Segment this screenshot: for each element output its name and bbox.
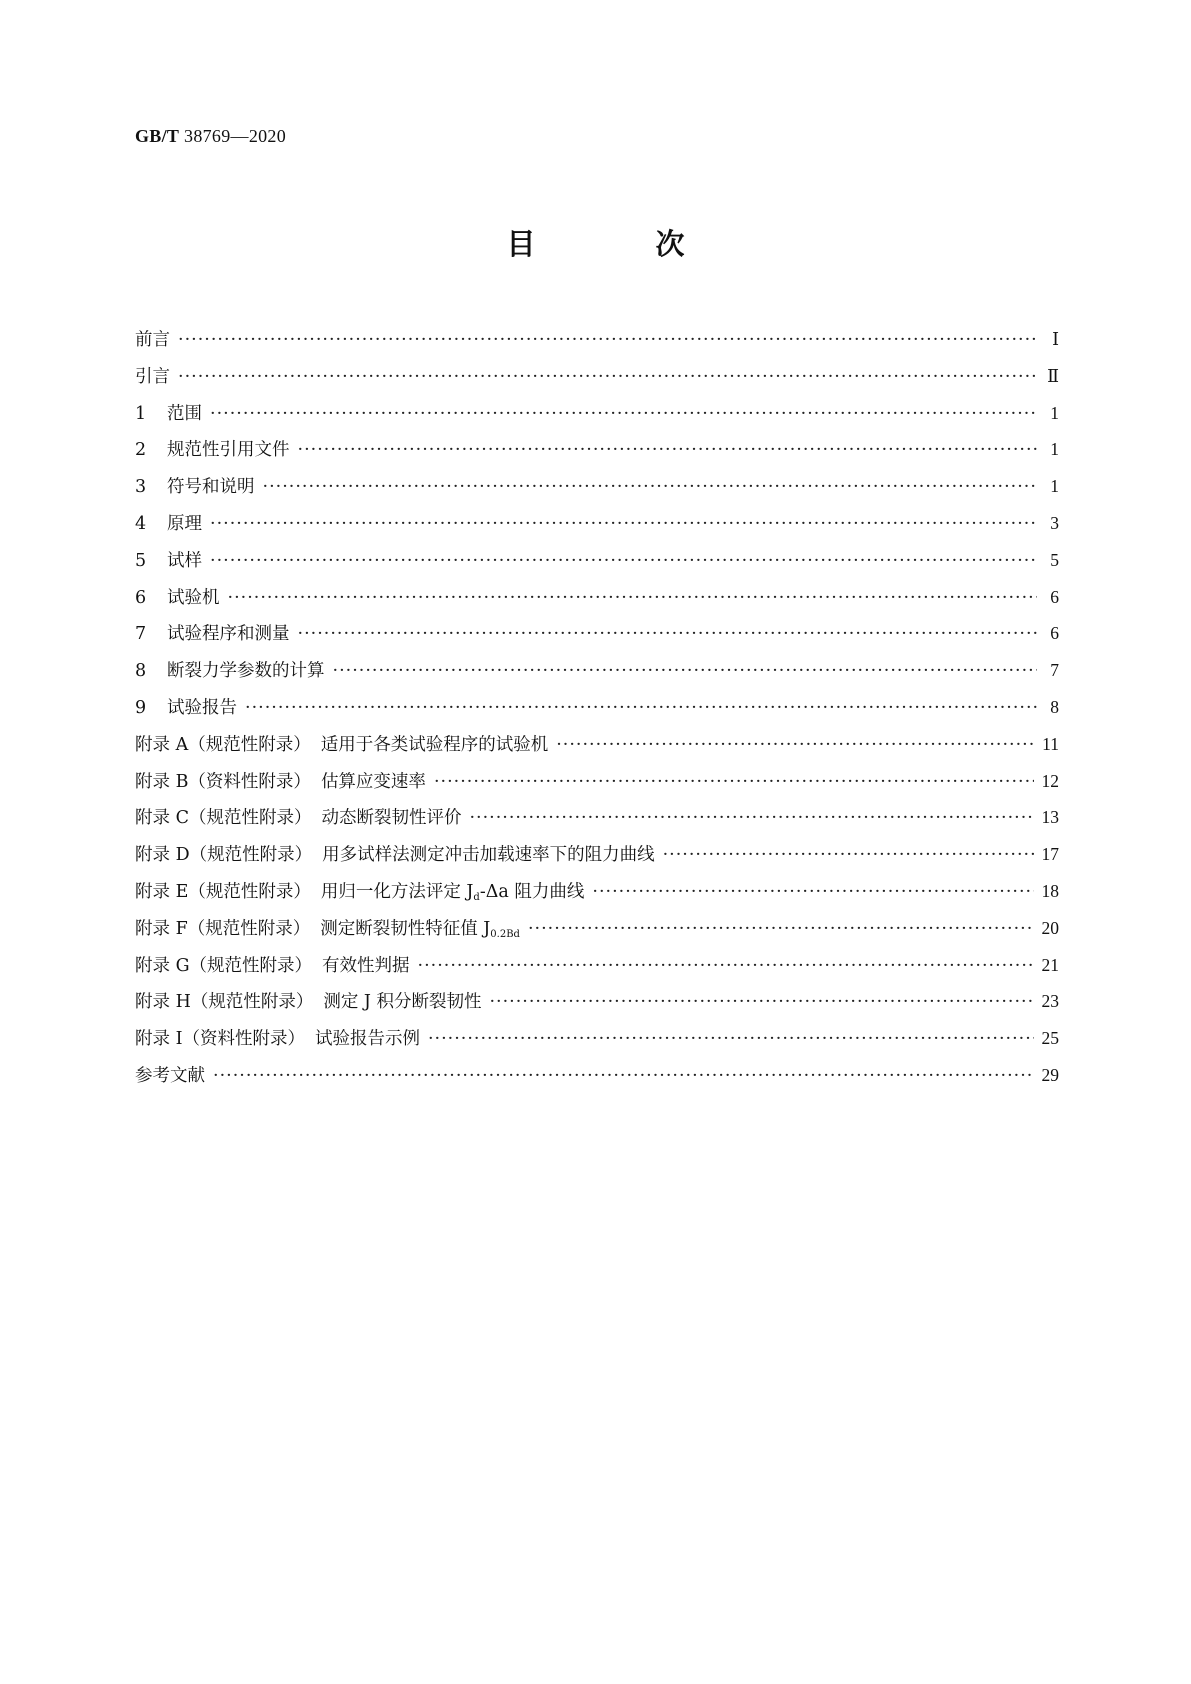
toc-entry-page: 13 bbox=[1041, 807, 1059, 828]
toc-entry[interactable] bbox=[135, 1025, 1059, 1062]
toc-entry[interactable] bbox=[135, 657, 1059, 694]
toc-entry-page: 20 bbox=[1041, 917, 1059, 938]
toc-entry-page: 21 bbox=[1041, 954, 1059, 975]
toc-entry[interactable] bbox=[135, 731, 1059, 768]
dot-leader bbox=[298, 440, 1038, 460]
toc-entry-label bbox=[135, 400, 202, 425]
toc-entry-annex-prefix: 附录 D（规范性附录） bbox=[135, 845, 313, 866]
dot-leader bbox=[228, 588, 1038, 608]
toc-heading: 目 次 bbox=[506, 227, 740, 261]
toc-entry-page: 12 bbox=[1041, 770, 1059, 791]
toc-entry-label bbox=[135, 620, 290, 645]
toc-entry-label bbox=[135, 878, 584, 903]
toc-entry[interactable] bbox=[135, 952, 1059, 989]
toc-entry-title: 规范性引用文件 bbox=[167, 440, 290, 461]
dot-leader bbox=[213, 1066, 1034, 1086]
toc-entry-number: 1 bbox=[135, 403, 147, 424]
toc-entry-title: 前言 bbox=[135, 330, 170, 350]
toc-entry-title: 测定断裂韧性特征值 J bbox=[320, 918, 491, 939]
toc-entry-page: 7 bbox=[1050, 660, 1059, 681]
dot-leader bbox=[298, 624, 1038, 644]
toc-entry-label bbox=[135, 768, 426, 793]
toc-entry[interactable] bbox=[135, 363, 1059, 400]
dot-leader bbox=[528, 919, 1034, 939]
toc-entry-annex-prefix: 附录 I（资料性附录） bbox=[135, 1029, 305, 1050]
toc-entry-annex-prefix: 附录 H（规范性附录） bbox=[135, 992, 314, 1013]
toc-entry[interactable] bbox=[135, 804, 1059, 841]
toc-entry-annex-prefix: 附录 E（规范性附录） bbox=[135, 881, 311, 902]
toc-entry[interactable] bbox=[135, 510, 1059, 547]
toc-entry-annex-prefix: 附录 A（规范性附录） bbox=[135, 734, 311, 755]
toc-entry[interactable] bbox=[135, 1062, 1059, 1099]
toc-entry-title: 适用于各类试验程序的试验机 bbox=[320, 734, 549, 755]
toc-entry-title: 引言 bbox=[135, 366, 170, 387]
toc-entry-page: Ⅰ bbox=[1052, 329, 1059, 349]
toc-entry-page: 29 bbox=[1041, 1064, 1059, 1085]
toc-entry[interactable] bbox=[135, 436, 1059, 473]
standard-number: 38769—2020 bbox=[179, 126, 287, 146]
toc-entry-annex-prefix: 附录 C（规范性附录） bbox=[135, 808, 312, 829]
toc-entry-number: 5 bbox=[135, 550, 147, 571]
toc-entry[interactable] bbox=[135, 584, 1059, 621]
toc-entry-label bbox=[135, 988, 481, 1013]
toc-entry-page: 1 bbox=[1050, 402, 1059, 423]
dot-leader bbox=[663, 845, 1034, 865]
dot-leader bbox=[245, 698, 1037, 718]
toc-entry-page: 18 bbox=[1041, 880, 1059, 901]
dot-leader bbox=[178, 330, 1037, 350]
toc-entry[interactable] bbox=[135, 768, 1059, 805]
toc-entry-title: 动态断裂韧性评价 bbox=[321, 808, 462, 829]
toc-entry[interactable] bbox=[135, 915, 1059, 952]
toc-entry[interactable] bbox=[135, 326, 1059, 363]
dot-leader bbox=[434, 772, 1034, 792]
toc-entry-title: 断裂力学参数的计算 bbox=[167, 661, 325, 682]
toc-entry[interactable] bbox=[135, 841, 1059, 878]
toc-entry-title: 原理 bbox=[167, 513, 202, 534]
dot-leader bbox=[333, 661, 1038, 681]
dot-leader bbox=[469, 808, 1033, 828]
toc-entry-label bbox=[135, 1062, 205, 1087]
toc-entry-page: 5 bbox=[1050, 549, 1059, 570]
toc-entry-number: 8 bbox=[135, 661, 147, 682]
toc-entry-annex-prefix: 附录 F（规范性附录） bbox=[135, 918, 311, 939]
toc-entry-label bbox=[135, 657, 325, 682]
dot-leader bbox=[556, 735, 1034, 755]
toc-entry-page: 11 bbox=[1042, 733, 1059, 754]
toc-entry-page: 1 bbox=[1050, 476, 1059, 497]
toc-entry[interactable] bbox=[135, 473, 1059, 510]
toc-entry-label bbox=[135, 804, 461, 829]
toc-entry-annex-prefix: 附录 G（规范性附录） bbox=[135, 955, 313, 976]
toc-entry-page: 17 bbox=[1041, 844, 1059, 865]
toc-entry-label bbox=[135, 510, 202, 535]
toc-entry[interactable] bbox=[135, 547, 1059, 584]
toc-entry-label bbox=[135, 952, 410, 977]
toc-entry-title: 试验报告示例 bbox=[314, 1029, 420, 1050]
dot-leader bbox=[592, 882, 1033, 902]
toc-entry-label bbox=[135, 363, 170, 388]
toc-entry-number: 9 bbox=[135, 697, 147, 718]
toc-entry-page: 1 bbox=[1050, 439, 1059, 460]
toc-entry-title: 试样 bbox=[167, 550, 202, 571]
toc-entry-label bbox=[135, 731, 548, 756]
toc-entry-label bbox=[135, 694, 237, 719]
toc-entry-label bbox=[135, 584, 220, 609]
toc-entry-subscript: d bbox=[473, 891, 480, 903]
toc-entry-page: 6 bbox=[1050, 586, 1059, 607]
toc-entry-page: Ⅱ bbox=[1047, 365, 1059, 386]
toc-entry-annex-prefix: 附录 B（资料性附录） bbox=[135, 771, 311, 792]
toc-entry[interactable] bbox=[135, 878, 1059, 915]
toc-entry-title: 试验程序和测量 bbox=[167, 624, 290, 645]
toc-entry-title: 用归一化方法评定 J bbox=[320, 881, 474, 902]
toc-entry-page: 6 bbox=[1050, 623, 1059, 644]
toc-entry-label bbox=[135, 436, 290, 461]
toc-entry-label bbox=[135, 547, 202, 572]
dot-leader bbox=[418, 956, 1034, 976]
toc-entry-title: 符号和说明 bbox=[167, 477, 255, 498]
toc-entry-number: 4 bbox=[135, 513, 147, 534]
toc-entry-number: 3 bbox=[135, 477, 147, 498]
toc-entry-label bbox=[135, 473, 255, 498]
toc-entry-page: 25 bbox=[1041, 1028, 1059, 1049]
toc-entry-page: 8 bbox=[1050, 696, 1059, 717]
toc-entry-title: 范围 bbox=[167, 403, 202, 424]
dot-leader bbox=[178, 367, 1037, 387]
toc-entry-label bbox=[135, 1025, 420, 1050]
dot-leader bbox=[210, 404, 1037, 424]
toc-entry-title: 估算应变速率 bbox=[320, 771, 426, 792]
toc-entry-number: 6 bbox=[135, 587, 147, 608]
toc-entry-title: 参考文献 bbox=[135, 1065, 205, 1086]
dot-leader bbox=[263, 477, 1038, 497]
toc-entry-page: 3 bbox=[1050, 512, 1059, 533]
toc-entry-number: 7 bbox=[135, 624, 147, 645]
table-of-contents bbox=[135, 326, 1059, 1099]
toc-entry-page: 23 bbox=[1041, 991, 1059, 1012]
toc-entry-title-suffix: -Δa 阻力曲线 bbox=[479, 881, 585, 902]
dot-leader bbox=[489, 992, 1033, 1012]
toc-entry[interactable] bbox=[135, 400, 1059, 437]
dot-leader bbox=[428, 1029, 1034, 1049]
toc-entry-label bbox=[135, 841, 655, 866]
toc-entry[interactable] bbox=[135, 694, 1059, 731]
toc-entry-label bbox=[135, 326, 170, 351]
standard-code bbox=[135, 126, 286, 147]
toc-entry[interactable] bbox=[135, 988, 1059, 1025]
toc-entry[interactable] bbox=[135, 620, 1059, 657]
toc-entry-label bbox=[135, 915, 520, 940]
toc-entry-title: 测定 J 积分断裂韧性 bbox=[323, 992, 482, 1013]
toc-entry-title: 用多试样法测定冲击加载速率下的阻力曲线 bbox=[322, 845, 655, 866]
toc-entry-number: 2 bbox=[135, 440, 147, 461]
standard-prefix: GB/T bbox=[135, 126, 180, 146]
dot-leader bbox=[210, 551, 1037, 571]
toc-entry-title: 试验机 bbox=[167, 587, 220, 608]
dot-leader bbox=[210, 514, 1037, 534]
toc-entry-title: 试验报告 bbox=[167, 697, 237, 718]
toc-entry-title: 有效性判据 bbox=[322, 955, 410, 976]
toc-entry-subscript: 0.2Bd bbox=[490, 928, 520, 940]
